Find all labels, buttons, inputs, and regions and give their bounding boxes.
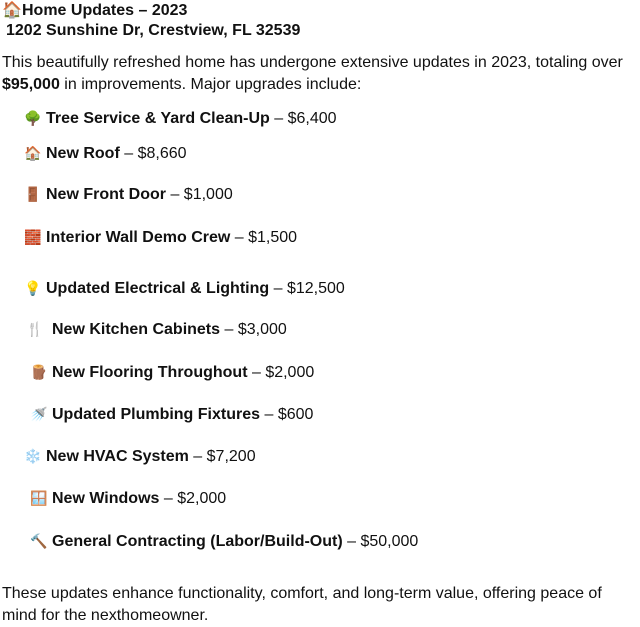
item-cost: $50,000 (360, 533, 419, 550)
item-cost: $600 (277, 406, 314, 423)
item-cost: $6,400 (287, 110, 337, 127)
shower-icon: 🚿 (30, 406, 48, 422)
item-cost: $2,000 (265, 364, 315, 381)
item-name: Interior Wall Demo Crew (46, 229, 231, 246)
item-cost: $1,500 (248, 229, 298, 246)
list-item (24, 277, 345, 299)
item-separator: – (260, 406, 278, 423)
item-name: Updated Electrical & Lighting (46, 280, 270, 297)
tree-icon: 🌳 (24, 110, 42, 126)
item-name: New Kitchen Cabinets (52, 321, 221, 338)
item-separator: – (220, 321, 238, 338)
address: 1202 Sunshine Dr, Crestview, FL 32539 (6, 22, 301, 39)
list-item (26, 318, 287, 340)
item-separator: – (342, 533, 361, 550)
window-icon: 🪟 (30, 490, 48, 506)
item-separator: – (230, 229, 249, 246)
item-name: New HVAC System (46, 448, 189, 465)
item-separator: – (188, 448, 207, 465)
door-icon: 🚪 (24, 186, 42, 202)
item-separator: – (166, 186, 184, 203)
fork-knife-icon: 🍴 (26, 321, 44, 337)
item-separator: – (269, 110, 288, 127)
lightbulb-icon: 💡 (24, 280, 42, 296)
intro-text-after: in improvements. Major upgrades include: (59, 76, 362, 93)
item-name: Updated Plumbing Fixtures (52, 406, 261, 423)
item-separator: – (119, 145, 138, 162)
item-cost: $12,500 (286, 280, 345, 297)
list-item (24, 142, 187, 164)
item-cost: $3,000 (237, 321, 287, 338)
list-item (24, 445, 256, 467)
item-cost: $8,660 (137, 145, 187, 162)
hammer-icon: 🔨 (30, 533, 48, 549)
item-cost: $1,000 (183, 186, 233, 203)
list-item (24, 226, 297, 248)
list-item (24, 183, 233, 205)
item-cost: $7,200 (206, 448, 256, 465)
item-name: General Contracting (Labor/Build-Out) (52, 533, 343, 550)
snowflake-icon: ❄️ (24, 448, 42, 464)
item-cost: $2,000 (177, 490, 227, 507)
item-separator: – (247, 364, 266, 381)
item-name: New Windows (52, 490, 160, 507)
wood-icon: 🪵 (30, 364, 48, 380)
item-name: Tree Service & Yard Clean-Up (46, 110, 270, 127)
list-item (24, 107, 337, 129)
intro-paragraph (2, 52, 638, 96)
house-icon: 🏠 (24, 145, 42, 161)
item-name: New Roof (46, 145, 120, 162)
item-name: New Front Door (46, 186, 166, 203)
house-icon: 🏠 (2, 2, 22, 19)
page-title (2, 1, 187, 21)
list-item (30, 361, 314, 383)
item-separator: – (269, 280, 287, 297)
list-item (30, 530, 418, 552)
intro-text-before: This beautifully refreshed home has undergone extensive updates in 2023, totaling over (2, 54, 623, 71)
brick-icon: 🧱 (24, 229, 42, 245)
closing-paragraph: These updates enhance functionality, comfort, and long-term value, offering peace of mind for the nexthomeowner. (2, 585, 602, 624)
title-text: Home Updates – 2023 (22, 2, 188, 19)
list-item (30, 487, 226, 509)
item-separator: – (159, 490, 178, 507)
list-item (30, 403, 313, 425)
total-amount: $95,000 (2, 76, 60, 93)
item-name: New Flooring Throughout (52, 364, 248, 381)
